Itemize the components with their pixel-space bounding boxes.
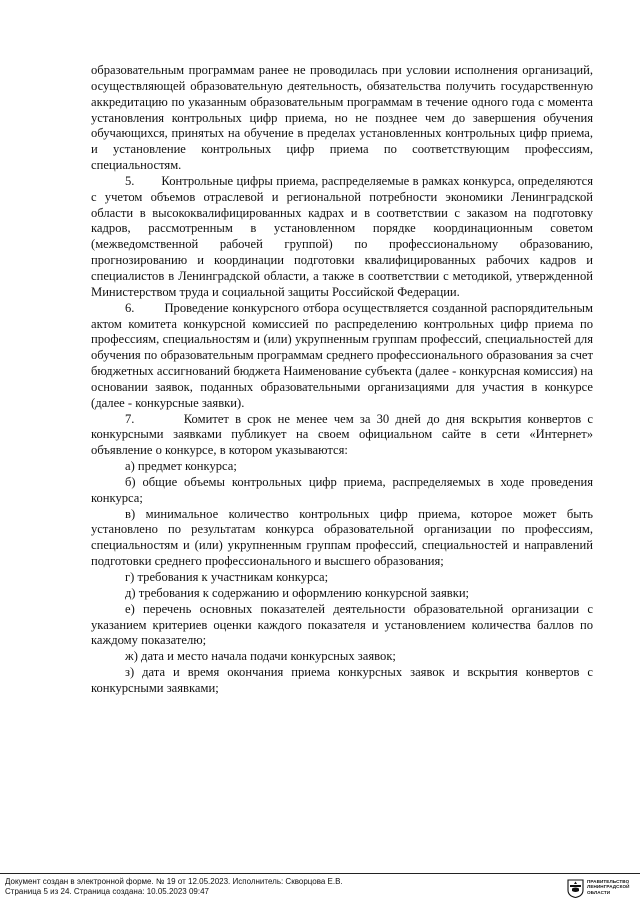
list-item-b: б) общие объемы контрольных цифр приема, распределяемых в ходе проведения конкурса;: [91, 474, 593, 505]
list-item-a: а) предмет конкурса;: [125, 459, 237, 474]
list-item-e: е) перечень основных показателей деятельности образовательной организации с указанием критериев оценки каждого показателя и установлением количества баллов по каждому показателю;: [91, 601, 593, 648]
coat-of-arms-icon: [567, 879, 584, 898]
footer-divider: [0, 873, 640, 874]
government-logo: [567, 878, 637, 900]
document-body: [91, 63, 597, 697]
footer-page-info: Страница 5 из 24. Страница создана: 10.05.2023 09:47: [5, 887, 209, 896]
logo-line-2: ЛЕНИНГРАДСКОЙ: [587, 884, 630, 890]
list-item-v: в) минимальное количество контрольных цифр приема, которое может быть установлено по результатам конкурса образовательной организации по профессиям, специальностям и (или) укрупненным группам профессий, специальностей и направлений подготовки среднего профессионального и высшего образования;: [91, 506, 593, 569]
logo-caption: [587, 879, 630, 895]
paragraph-5: 5. Контрольные цифры приема, распределяемые в рамках конкурса, определяются с учетом объемов отраслевой и региональной потребности экономики Ленинградской области в высококвалифицированных кадрах и в соответствии с заказом на подготовку кадров, рассмотренным в установленном порядке координационным советом (межведомственной рабочей группой) по профессиональному образованию, прогнозированию и координации подготовки квалифицированных рабочих кадров и специалистов в Ленинградской области, а также в соответствии с методикой, утвержденной Министерством труда и социальной защиты Российской Федерации.: [91, 173, 597, 299]
paragraph-6: 6. Проведение конкурсного отбора осуществляется созданной распорядительным актом комитета конкурсной комиссией по распределению контрольных цифр приема по профессиям, специальностям и (или) укрупненным группам профессий, специальностей для обучения по образовательным программам среднего профессионального образования за счет бюджетных ассигнований бюджета Наименование субъекта (далее - конкурсная комиссия) на основании заявок, поданных образовательными организациями для участия в конкурсе (далее - конкурсные заявки).: [91, 300, 597, 410]
list-item-g: г) требования к участникам конкурса;: [125, 570, 329, 584]
list-item-z: з) дата и время окончания приема конкурсных заявок и вскрытия конвертов с конкурсными заявками;: [91, 665, 593, 695]
list-item-d: д) требования к содержанию и оформлению конкурсной заявки;: [125, 585, 470, 600]
footer: [5, 877, 525, 897]
list-item-zh: ж) дата и место начала подачи конкурсных заявок;: [125, 649, 396, 664]
footer-document-info: Документ создан в электронной форме. № 19 от 12.05.2023. Исполнитель: Скворцова Е.В.: [5, 877, 343, 886]
logo-line-3: ОБЛАСТИ: [587, 889, 611, 895]
paragraph-continuation: образовательным программам ранее не проводилась при условии исполнения организаций, осуществляющей образовательную деятельность, обязательства получить государственную аккредитацию по указанным образовательным программам в течение одного года с момента установления контрольных цифр приема, но не позднее чем до завершения обучения обучающихся, принятых на обучение в пределах установленных контрольных цифр приема, и установление контрольных цифр приема по соответствующим профессиям, специальностям.: [91, 63, 593, 173]
logo-line-1: ПРАВИТЕЛЬСТВО: [587, 879, 630, 884]
paragraph-7: 7. Комитет в срок не менее чем за 30 дней до дня вскрытия конвертов с конкурсными заявками публикует на своем официальном сайте в сети «Интернет» объявление о конкурсе, в котором указываются:: [91, 411, 597, 458]
